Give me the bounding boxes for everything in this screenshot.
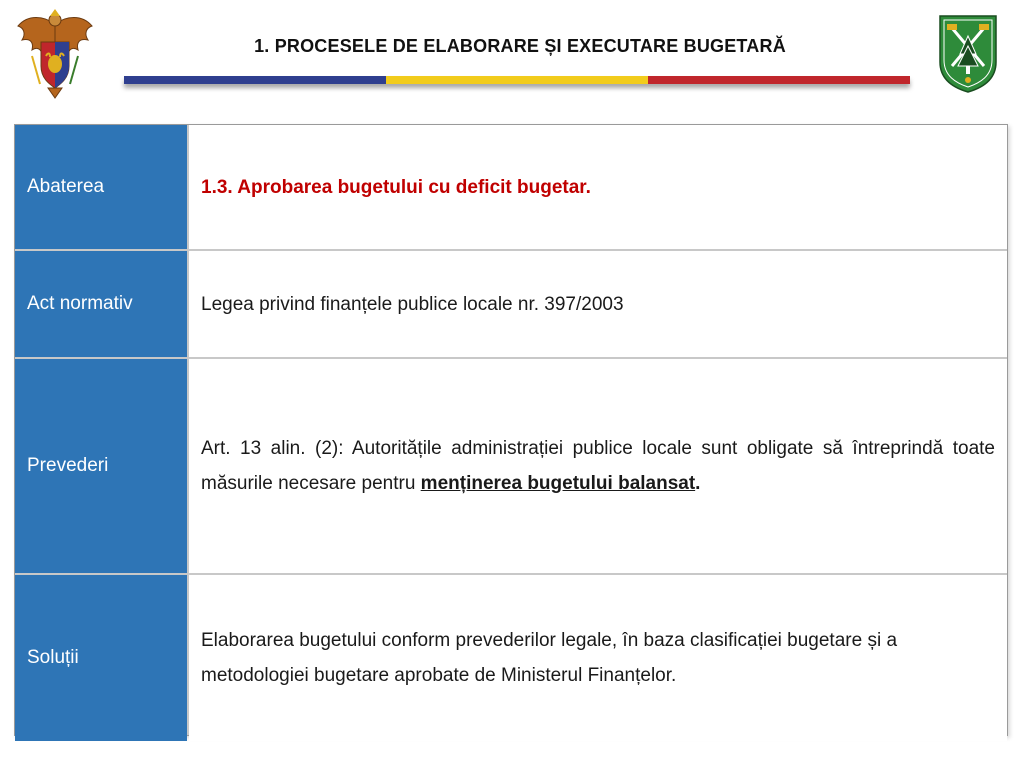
row-value-prevederi [189,359,1007,573]
tricolor-divider [124,76,910,84]
row-value-abaterea: 1.3. Aprobarea bugetului cu deficit bugetar. [189,125,1007,249]
divider-yellow-segment [386,76,648,84]
solutii-paragraph: Elaborarea bugetului conform prevederilor legale, în baza clasificației bugetare și a metodologiei bugetare aprobate de Ministerul Finanțelor. [201,630,898,686]
row-label-abaterea: Abaterea [15,125,187,249]
prevederi-paragraph [201,431,995,501]
row-label-act-normativ: Act normativ [15,251,187,357]
deviation-table [14,124,1008,736]
divider-blue-segment [124,76,386,84]
prevederi-emphasis: menținerea bugetului balansat [420,473,696,494]
prevederi-text: Art. 13 alin. (2): Autoritățile administrației publice locale sunt obligate să întreprindă toate măsurile necesare pentru [201,438,995,494]
prevederi-suffix: . [695,473,701,494]
row-label-solutii: Soluții [15,575,187,741]
row-value-solutii [189,575,1007,741]
slide-header [0,0,1024,110]
municipal-coat-of-arms-icon [938,14,998,94]
moldova-coat-of-arms-icon [14,6,96,100]
row-value-act-normativ: Legea privind finanțele publice locale nr. 397/2003 [189,251,1007,357]
divider-red-segment [648,76,910,84]
row-label-prevederi: Prevederi [15,359,187,573]
page-title: 1. PROCESELE DE ELABORARE ȘI EXECUTARE BUGETARĂ [254,36,786,56]
